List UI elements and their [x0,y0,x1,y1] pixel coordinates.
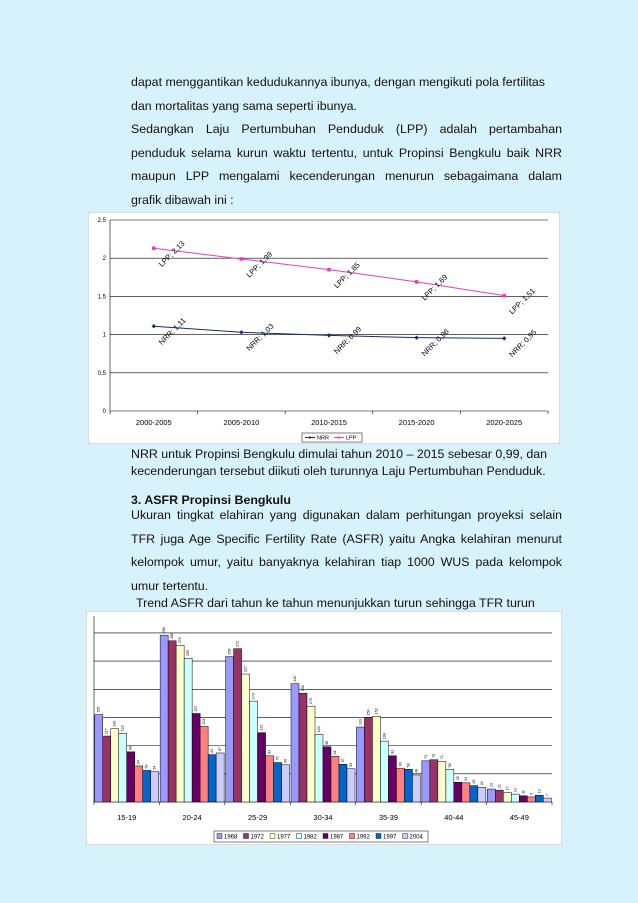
bar [192,714,200,802]
legend-swatch [244,834,249,839]
paragraph-nrr [131,446,562,480]
text-line: umur tertentu. [131,578,209,593]
bar [511,794,519,802]
bar-value-label: 87 [218,746,223,751]
bar-value-label: 12 [537,789,542,794]
x-tick-label: 2000-2005 [135,418,172,427]
y-tick-label: 0.5 [97,370,106,377]
chart-area [86,611,562,845]
bar [396,768,404,802]
text-line: dan mortalitas yang sama seperti ibunya. [131,98,357,113]
bar-value-label: 17 [505,786,510,791]
bar-value-label: 117 [104,728,109,735]
legend-label: 1968 [224,834,238,841]
bar [151,772,159,802]
bar [307,706,315,802]
bar [160,635,168,802]
bar [388,756,396,802]
bar-value-label: 66 [283,758,288,763]
chart-legend [214,831,428,842]
bar [446,769,454,802]
bar [364,717,372,802]
bar-value-label: 58 [406,763,411,768]
bar-value-label: 70 [275,756,280,761]
bar [487,789,495,802]
bar-value-label: 152 [374,708,379,715]
y-tick-label: 0 [102,409,106,415]
bar-value-label: 258 [227,648,232,655]
bar-value-label: 58 [447,763,452,768]
chart-area [88,212,560,444]
bar [462,783,470,802]
x-tick-label: 2015-2020 [398,418,435,427]
bar [331,756,339,802]
bar [95,715,103,802]
bar-value-label: 59 [349,762,353,767]
data-label: NRR; 0,99 [332,324,364,356]
data-label: NRR; 1,03 [244,321,276,353]
bar-value-label: 108 [382,733,387,740]
bar [503,792,511,802]
bar [470,786,478,802]
bar-value-label: 296 [162,627,167,634]
bar [216,753,224,802]
legend-label: 1992 [356,834,370,841]
bar [291,684,299,802]
bar [242,674,250,802]
y-tick-label: 2.5 [97,218,106,224]
bar [380,741,388,802]
bar-value-label: 75 [431,753,436,758]
nrr-lpp-chart [88,212,560,444]
bar [127,752,135,802]
chart-legend [302,433,362,442]
bar-value-label: 9 [529,792,534,795]
bar-value-label: 133 [358,719,363,726]
bar [168,641,176,802]
bar [119,733,127,802]
y-tick-label: 1.5 [97,294,106,301]
bar [315,734,323,802]
bar [250,701,258,802]
bar-value-label: 23 [489,783,494,788]
bar [323,747,331,802]
bar [111,729,119,802]
bar-value-label: 130 [112,720,117,727]
legend-swatch [270,834,275,839]
legend-label: 1977 [277,834,291,841]
x-tick-label: 45-49 [509,813,529,822]
bar-value-label: 7 [545,794,550,797]
bar [103,736,111,802]
text-line: kelompok umur, yaitu banyaknya kelahiran tiap 1000 WUS pada kelompok [131,555,562,569]
bar [454,782,462,802]
bar-value-label: 14 [513,788,518,793]
y-tick-label: 1 [102,332,106,339]
bar-value-label: 11 [521,790,526,794]
bar-value-label: 255 [186,650,191,657]
bar-value-label: 35 [455,776,460,781]
x-tick-label: 20-24 [182,813,202,822]
data-label: NRR; 0,96 [419,326,451,359]
bar [495,790,503,802]
bar [176,645,184,802]
bar [143,770,151,802]
legend-swatch [376,834,381,839]
bar-value-label: 82 [390,749,395,754]
data-label: LPP; 1,85 [332,260,362,291]
bar-value-label: 67 [341,758,345,763]
bar-value-label: 48 [414,768,419,773]
bar-value-label: 150 [366,709,371,716]
bar [430,760,438,802]
bar-value-label: 72 [439,755,444,760]
x-tick-label: 35-39 [378,813,399,822]
bar-value-label: 60 [398,762,403,767]
bar-value-label: 64 [136,759,141,764]
paragraph-lpp [131,118,562,212]
bar-value-label: 21 [497,784,502,789]
bar [258,733,266,802]
bar-value-label: 210 [293,675,297,682]
bar-value-label: 272 [235,640,240,647]
legend-label: LPP [346,435,357,442]
text-line: TFR juga Age Specific Fertility Rate (ASFR) yaitu Angka kelahiran menurut [131,531,562,546]
data-point [240,257,244,261]
bar-value-label: 122 [120,725,125,732]
paragraph-intro [131,71,562,118]
x-tick-label: 30-34 [313,813,333,822]
bar-value-label: 155 [96,706,101,713]
data-label: NRR; 1,11 [156,315,188,347]
data-point [327,268,331,272]
bar [184,658,192,802]
bar [266,756,274,802]
x-tick-label: 25-29 [247,813,268,822]
bar-value-label: 34 [463,776,468,781]
asfr-bar-chart [86,611,562,845]
bar [372,716,380,802]
data-point [152,246,156,250]
x-tick-label: 40-44 [444,813,464,822]
data-point [415,280,419,284]
bar-value-label: 123 [259,724,264,731]
bar-value-label: 157 [194,705,199,712]
bar [339,764,347,802]
text-line: maupun LPP mengalami kecenderungan menurun sebagaimana dalam [131,169,562,183]
bar-value-label: 278 [178,637,183,644]
legend-label: 2004 [409,834,423,841]
bar-value-label: 84 [210,748,215,753]
text-line: dapat menggantikan kedudukannya ibunya, dengan mengikuti pola fertilitas [131,75,545,89]
x-tick-label: 15-19 [117,813,137,822]
bar-value-label: 26 [479,781,484,786]
legend-label: 1982 [303,834,317,841]
x-tick-label: 2010-2015 [311,418,347,427]
y-tick-label: 2 [102,256,106,263]
bar [404,769,412,802]
legend-swatch [403,834,408,839]
bar-value-label: 82 [267,749,272,754]
paragraph-asfr [131,504,562,598]
bar [543,798,551,802]
bar [274,763,282,802]
legend-label: NRR [317,435,329,442]
bar [527,797,535,802]
bar [412,775,420,802]
data-point [502,294,506,298]
bar [478,787,486,802]
data-label: LPP; 1,99 [244,249,275,280]
x-tick-label: 2005-2010 [223,418,260,427]
bar-value-label: 179 [251,693,256,700]
legend-label: 1997 [383,834,397,841]
legend-label: 1987 [330,834,344,841]
text-line: penduduk selama kurun waktu tertentu, untuk Propinsi Bengkulu baik NRR [131,145,562,160]
paragraph-trend: Trend ASFR dari tahun ke tahun menunjukkan turun sehingga TFR turun [136,596,535,610]
bar-value-label: 134 [202,718,207,725]
text-line: Sedangkan Laju Pertumbuhan Penduduk (LPP) adalah pertambahan [131,122,562,136]
bar [299,693,307,802]
bar-value-label: 81 [333,750,337,755]
bar-value-label: 29 [471,779,476,784]
bar-value-label: 286 [170,632,175,639]
bar-value-label: 98 [325,740,329,745]
bar-value-label: 56 [144,764,149,769]
bar [422,761,430,802]
data-label: NRR; 0,95 [507,327,539,359]
bar [282,765,290,802]
legend-swatch [350,834,355,839]
bar [208,755,216,802]
legend-swatch [217,834,222,839]
text-line: grafik dibawah ini : [131,192,234,207]
bar [135,766,143,802]
text-line: NRR untuk Propinsi Bengkulu dimulai tahun 2010 – 2015 sebesar 0,99, dan [131,447,548,461]
bar-value-label: 170 [309,698,313,705]
bar-value-label: 120 [317,726,321,733]
x-tick-label: 2020-2025 [486,418,523,427]
text-line: Ukuran tingkat elahiran yang digunakan dalam perhitungan proyeksi selain [131,508,562,522]
data-label: LPP; 1,69 [419,272,450,303]
bar-value-label: 89 [128,745,133,750]
bar-value-label: 54 [152,765,157,770]
bar [200,726,208,802]
bar [535,795,543,802]
bar [347,769,355,802]
bar-value-label: 193 [301,685,305,692]
data-label: LPP; 2,13 [156,239,187,269]
legend-swatch [297,834,302,839]
section-heading: 3. ASFR Propinsi Bengkulu [131,493,291,507]
bar [226,657,234,802]
legend-label: 1972 [250,834,264,841]
bar [234,649,242,802]
legend-marker [338,437,340,439]
bar-value-label: 73 [423,754,428,759]
bar [519,796,527,802]
bar [356,727,364,802]
text-line: kecenderungan tersebut diikuti oleh turunnya Laju Pertumbuhan Penduduk. [131,464,546,478]
legend-swatch [323,834,328,839]
bar [438,761,446,802]
data-label: LPP; 1,51 [507,286,537,317]
bar-value-label: 227 [243,666,248,673]
